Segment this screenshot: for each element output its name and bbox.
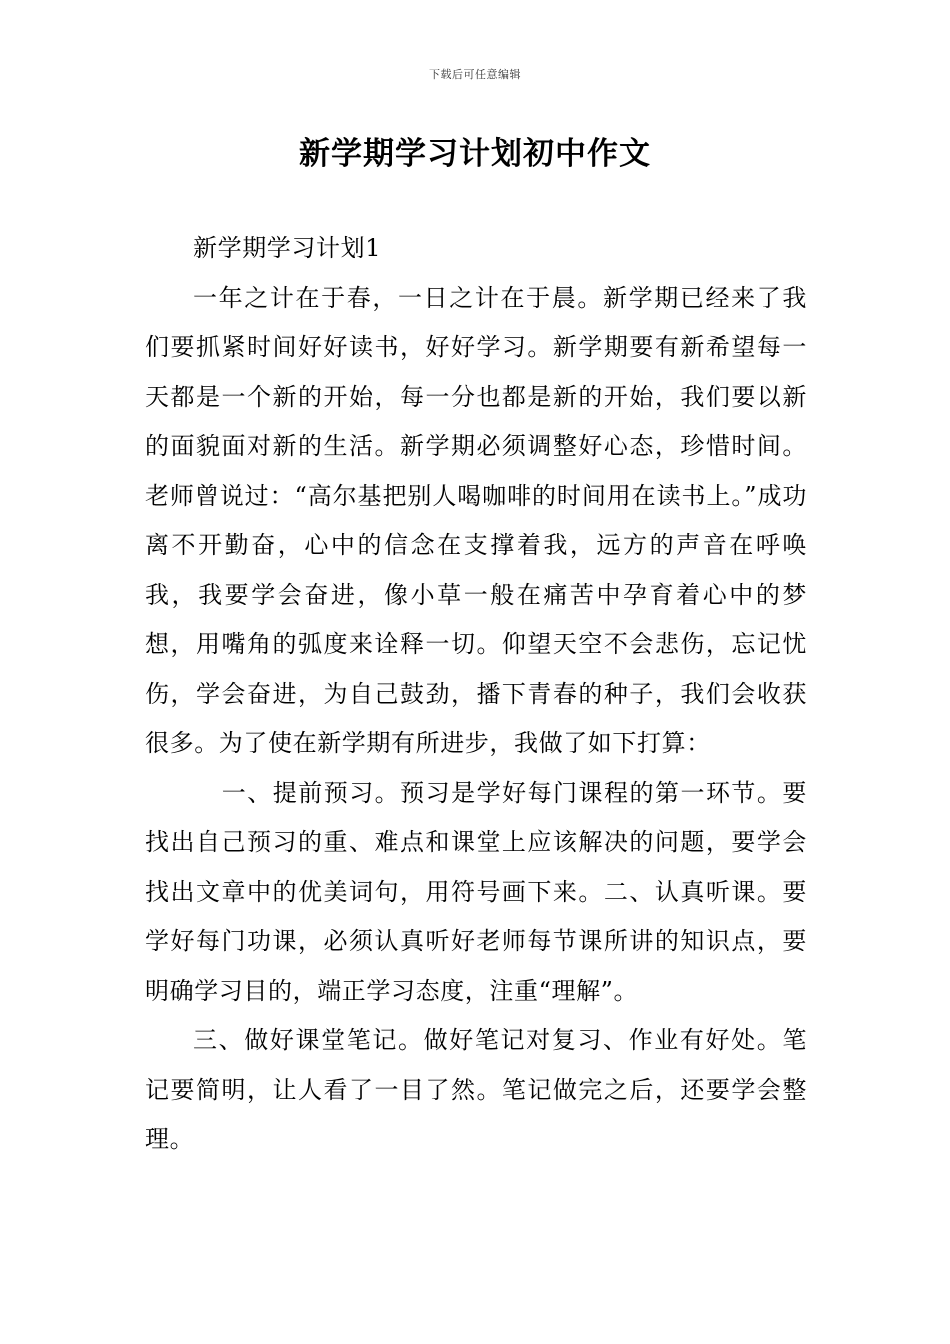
- paragraph: 一、提前预习。预习是学好每门课程的第一环节。要找出自己预习的重、难点和课堂上应该解决的问题，要学会找出文章中的优美词句，用符号画下来。二、认真听课。要学好每门功课，必须认真听好老师每节课所讲的知识点，要明确学习目的，端正学习态度，注重“理解”。: [145, 778, 807, 1005]
- document-body: [145, 224, 807, 1165]
- document-title: 新学期学习计划初中作文: [299, 136, 651, 172]
- header-note: 下载后可任意编辑: [429, 68, 521, 81]
- paragraph: 一年之计在于春，一日之计在于晨。新学期已经来了我们要抓紧时间好好读书，好好学习。新学期要有新希望每一天都是一个新的开始，每一分也都是新的开始，我们要以新的面貌面对新的生活。新学期必须调整好心态，珍惜时间。老师曾说过：“高尔基把别人喝咖啡的时间用在读书上。”成功离不开勤奋，心中的信念在支撑着我，远方的声音在呼唤我，我要学会奋进，像小草一般在痛苦中孕育着心中的梦想，用嘴角的弧度来诠释一切。仰望天空不会悲伤，忘记忧伤，学会奋进，为自己鼓劲，播下青春的种子，我们会收获很多。为了使在新学期有所进步，我做了如下打算：: [145, 283, 807, 757]
- section-heading: 新学期学习计划1: [193, 234, 382, 262]
- paragraph: 三、做好课堂笔记。做好笔记对复习、作业有好处。笔记要简明，让人看了一目了然。笔记做完之后，还要学会整理。: [145, 1026, 807, 1153]
